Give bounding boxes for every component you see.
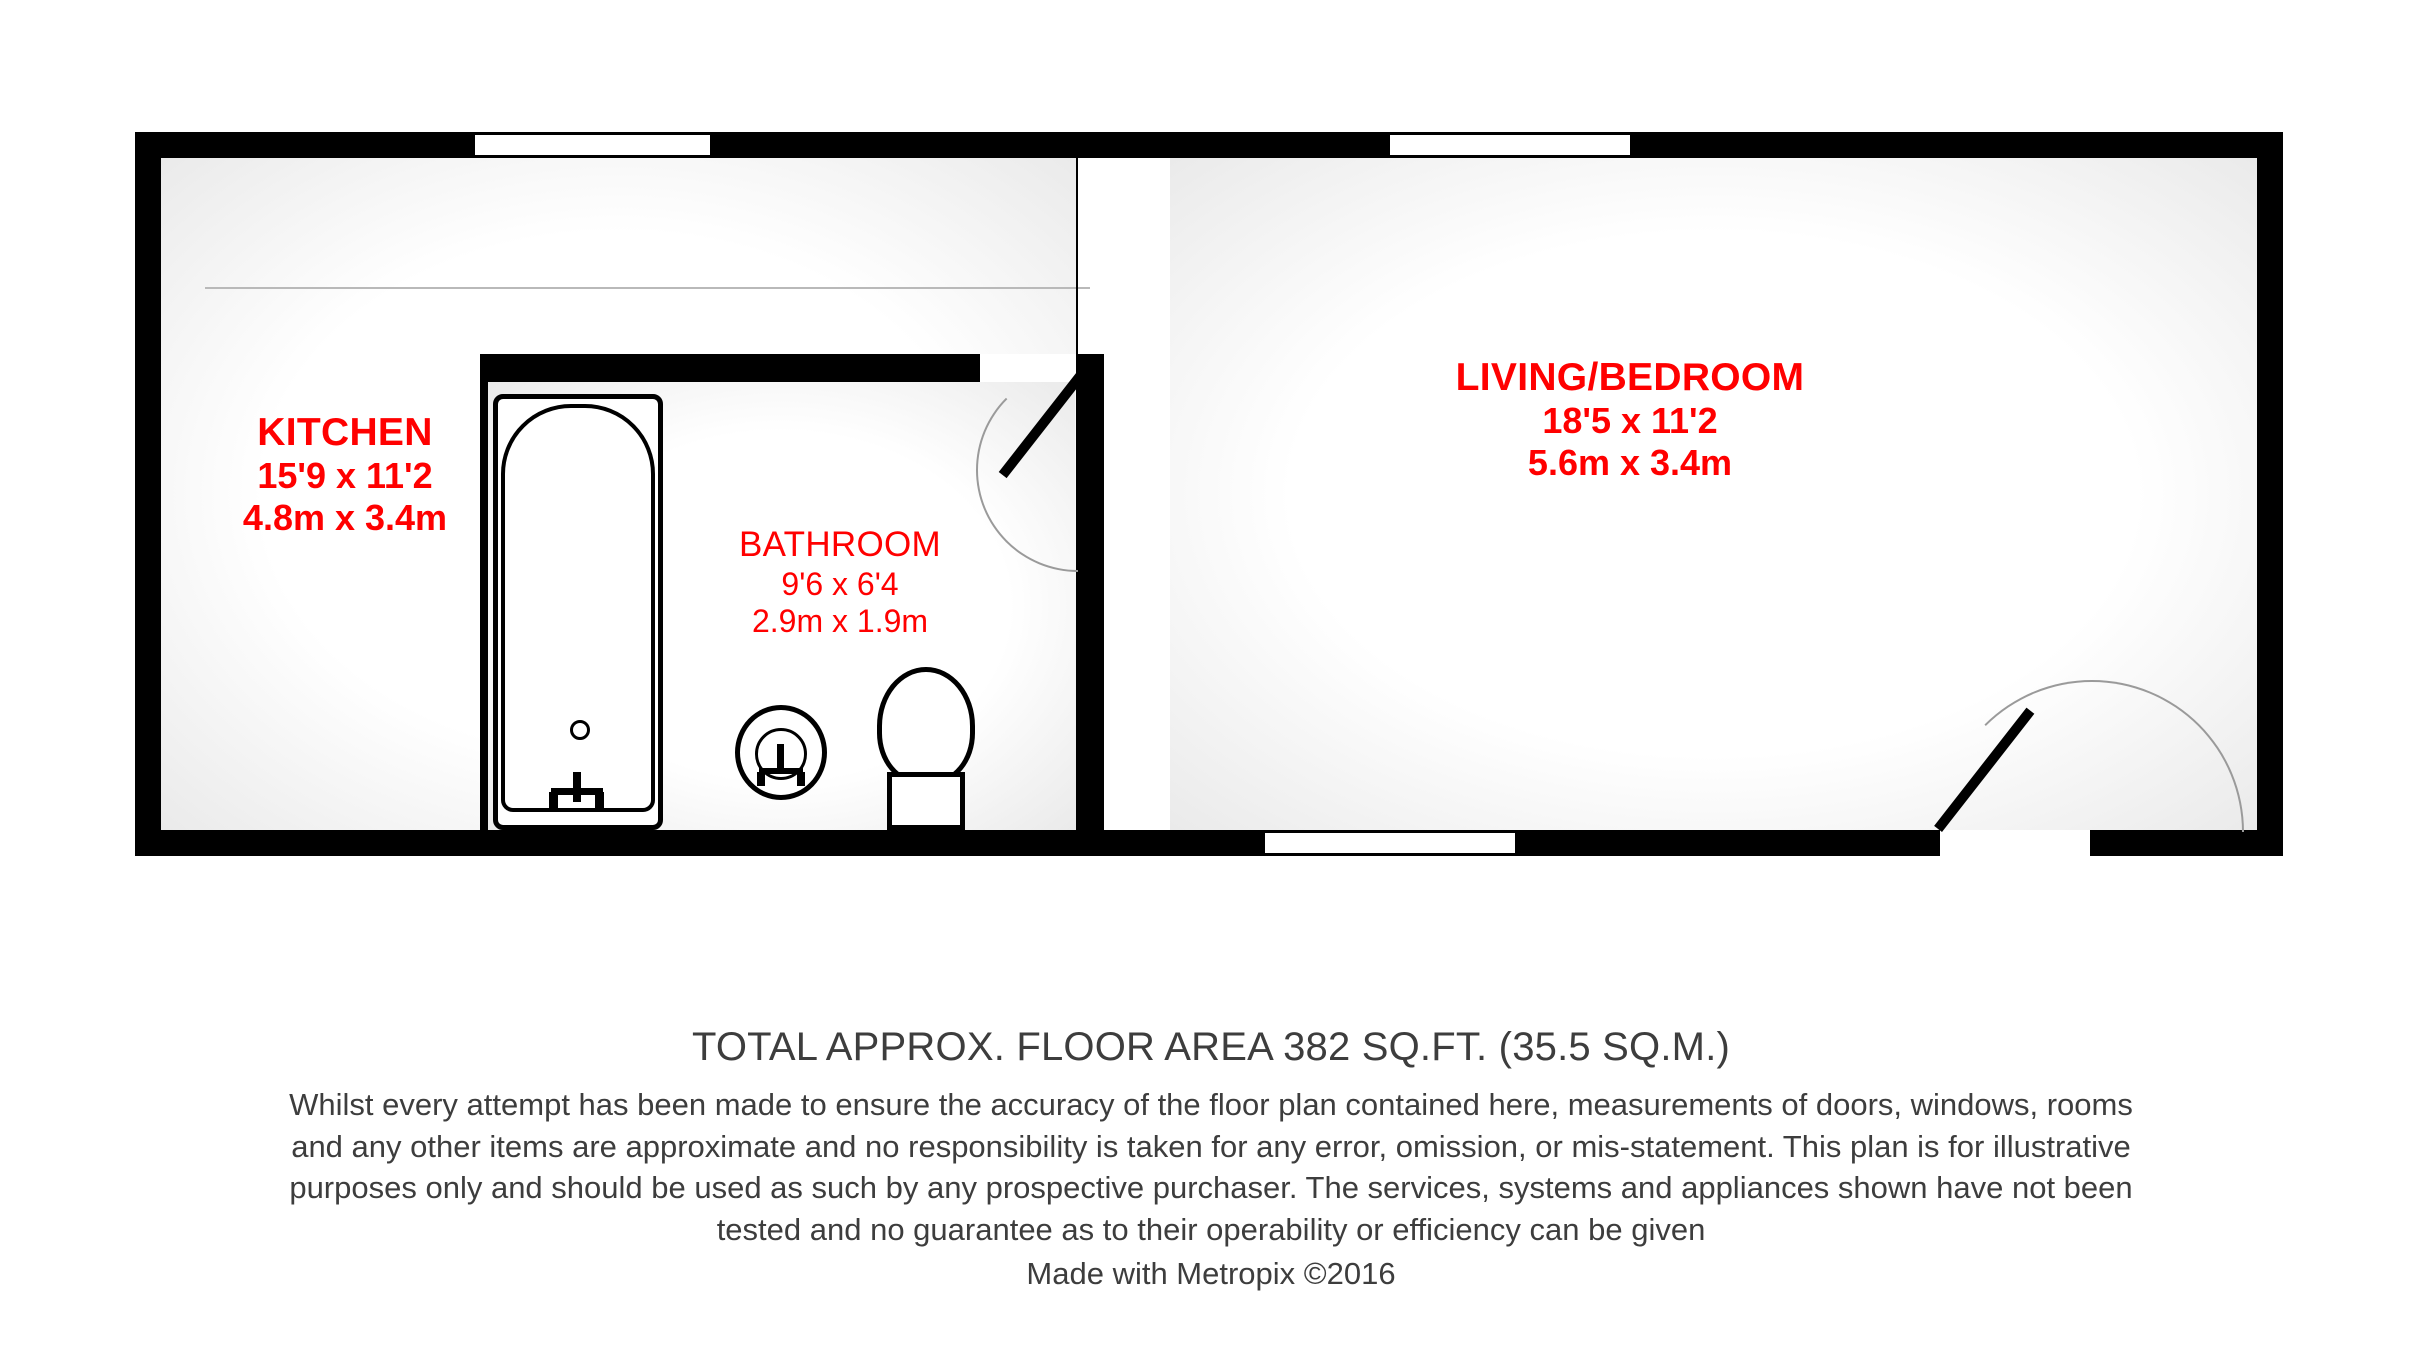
window-living-top [1390, 132, 1630, 158]
basin-tap-icon [777, 744, 784, 770]
bathroom-label [660, 525, 1020, 640]
toilet-icon [877, 667, 975, 785]
bath-tap-left-icon [549, 792, 558, 808]
living-bedroom-label-name: LIVING/BEDROOM [1455, 356, 1805, 399]
living-bedroom-label-metric: 5.6m x 3.4m [1527, 441, 1733, 483]
kitchen-label [150, 410, 540, 539]
kitchen-worktop-line [205, 287, 1090, 289]
kitchen-label-metric: 4.8m x 3.4m [242, 496, 448, 538]
basin-tap-left-icon [757, 772, 765, 786]
credit-text: Made with Metropix ©2016 [1026, 1256, 1396, 1292]
living-bedroom-label [1390, 355, 1870, 484]
interior-wall-vertical-upper [1076, 158, 1078, 354]
bathroom-label-metric: 2.9m x 1.9m [751, 602, 929, 639]
bath-tap-icon [573, 772, 581, 802]
living-bedroom-label-imperial: 18'5 x 11'2 [1542, 400, 1718, 442]
door-opening-entrance [1940, 830, 2090, 856]
toilet-cistern-icon [887, 772, 965, 830]
basin-tap-right-icon [797, 772, 805, 786]
interior-wall-vertical [1076, 354, 1104, 830]
total-floor-area: TOTAL APPROX. FLOOR AREA 382 SQ.FT. (35.5 SQ.M.) [691, 1025, 1731, 1069]
bathroom-wall-top [480, 354, 980, 382]
kitchen-label-name: KITCHEN [257, 411, 433, 454]
kitchen-label-imperial: 15'9 x 11'2 [257, 455, 433, 497]
window-living-bottom [1265, 830, 1515, 856]
bathroom-label-imperial: 9'6 x 6'4 [781, 565, 899, 602]
window-kitchen-top [475, 132, 710, 158]
bath-tap-right-icon [595, 792, 604, 808]
disclaimer-text: Whilst every attempt has been made to ensure the accuracy of the floor plan contained here, measurements of doors, windows, rooms and any other items are approximate and no responsibility is taken for any error, omission, or mis-statement. This plan is for illustrative purposes only and should be used as such by any prospective purchaser. The services, systems and appliances shown have not been tested and no guarantee as to their operability or efficiency can be given [289, 1087, 2133, 1247]
footer [0, 1025, 2422, 1292]
bath-plughole-icon [570, 720, 590, 740]
bathroom-label-name: BATHROOM [738, 525, 942, 564]
